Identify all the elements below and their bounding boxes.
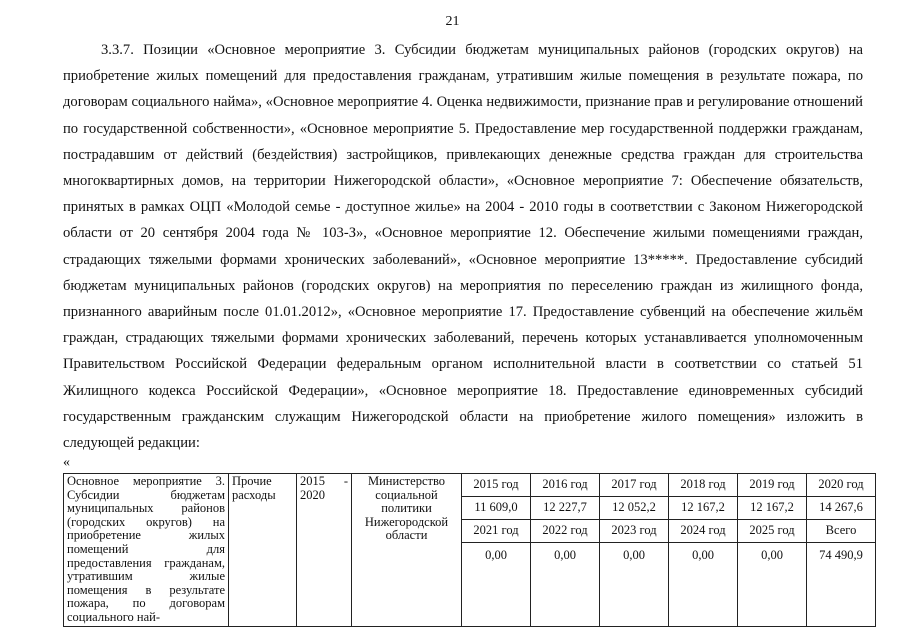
page-number: 21 xyxy=(445,14,460,29)
value-cell: 12 052,2 xyxy=(600,497,669,520)
table-row xyxy=(64,474,876,497)
executor: Министерство социальной политики Нижегородской области xyxy=(352,474,462,627)
value-cell: 74 490,9 xyxy=(807,543,876,627)
value-cell: 0,00 xyxy=(600,543,669,627)
header-cell: 2022 год xyxy=(531,520,600,543)
value-cell: 11 609,0 xyxy=(462,497,531,520)
program-table xyxy=(63,473,876,627)
period-end: 2020 xyxy=(300,487,325,502)
header-cell: 2020 год xyxy=(807,474,876,497)
value-cell: 12 227,7 xyxy=(531,497,600,520)
header-cell: 2023 год xyxy=(600,520,669,543)
header-cell: 2019 год xyxy=(738,474,807,497)
value-cell: 0,00 xyxy=(462,543,531,627)
header-cell: Всего xyxy=(807,520,876,543)
period-start: 2015 xyxy=(300,474,325,488)
header-cell: 2016 год xyxy=(531,474,600,497)
value-cell: 14 267,6 xyxy=(807,497,876,520)
value-cell: 0,00 xyxy=(669,543,738,627)
value-cell: 0,00 xyxy=(738,543,807,627)
activity-description: Основное мероприятие 3. Субсидии бюджетам муниципальных районов (городских округов) на приобретение жилых помещений для предоставления гражданам, утратившим жилые помещения в результате пожара, по договорам социального най- xyxy=(64,474,229,627)
expense-category: Прочие расходы xyxy=(229,474,297,627)
period-cell xyxy=(297,474,352,627)
value-cell: 12 167,2 xyxy=(669,497,738,520)
header-cell: 2018 год xyxy=(669,474,738,497)
header-cell: 2025 год xyxy=(738,520,807,543)
header-cell: 2017 год xyxy=(600,474,669,497)
value-cell: 0,00 xyxy=(531,543,600,627)
body-paragraph: 3.3.7. Позиции «Основное мероприятие 3. Субсидии бюджетам муниципальных районов (городских округов) на приобретение жилых помещений для предоставления гражданам, утратившим жилые помещения в результате пожара, по договорам социального найма», «Основное мероприятие 4. Оценка недвижимости, признание прав и регулирование отношений по государственной собственности», «Основное мероприятие 5. Предоставление мер государственной поддержки гражданам, пострадавшим от действий (бездействия) застройщиков, привлекающих денежные средства граждан для строительства многоквартирных домов, на территории Нижегородской области», «Основное мероприятие 7: Обеспечение обязательств, принятых в рамках ОЦП «Молодой семье - доступное жилье» на 2004 - 2010 годы в соответствии с Законом Нижегородской области от 20 сентября 2004 года № 103-З», «Основное мероприятие 12. Обеспечение жилыми помещениями граждан, страдающих тяжелыми формами хронических заболеваний», «Основное мероприятие 13*****. Предоставление субсидий бюджетам муниципальных районов (городских округов) на мероприятия по переселению граждан из жилищного фонда, признанного аварийным после 01.01.2012», «Основное мероприятие 17. Предоставление субвенций на обеспечение жильём граждан, страдающих тяжелыми формами хронических заболеваний, перечень которых устанавливается уполномоченным Правительством Российской Федерации федеральным органом исполнительной власти в соответствии со статьей 51 Жилищного кодекса Российской Федерации», «Основное мероприятие 18. Предоставление единовременных субсидий государственным гражданским служащим Нижегородской области на приобретение жилого помещения» изложить в следующей редакции: xyxy=(63,42,863,452)
period-dash: - xyxy=(343,474,348,488)
opening-quote: « xyxy=(63,455,70,470)
header-cell: 2015 год xyxy=(462,474,531,497)
header-cell: 2021 год xyxy=(462,520,531,543)
header-cell: 2024 год xyxy=(669,520,738,543)
value-cell: 12 167,2 xyxy=(738,497,807,520)
